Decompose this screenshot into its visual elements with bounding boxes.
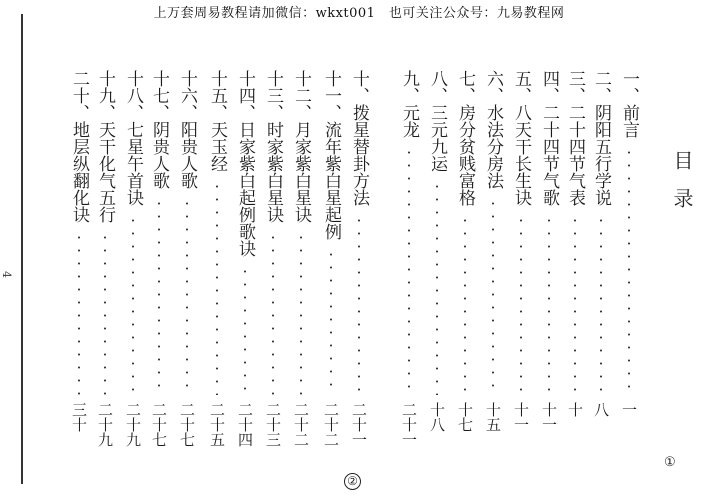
toc-page-number: 八 — [592, 402, 610, 417]
toc-entry-title: 十八、七星午首诀 — [123, 70, 143, 206]
watermark-banner: 上万套周易教程请加微信：wkxt001 也可关注公众号：九易教程网 — [153, 6, 565, 21]
toc-entry-title: 十、拨星替卦方法 — [349, 70, 369, 206]
toc-page-number: 十八 — [428, 402, 446, 432]
corner-page-number: ① — [664, 455, 676, 470]
toc-page-number: 十七 — [456, 402, 474, 432]
toc-page-number: 二十二 — [292, 402, 310, 447]
toc-page-number: 十五 — [484, 402, 502, 432]
page-title: 目录 — [670, 150, 694, 226]
toc-entry-title: 十七、阴贵人歌 — [149, 70, 169, 189]
toc-entry-title: 六、水法分房法 — [483, 70, 503, 189]
toc-page-number: 二十二 — [322, 402, 340, 447]
toc-page-number: 十一 — [512, 402, 530, 432]
toc-leader-dots — [408, 146, 410, 395]
toc-leader-dots — [520, 214, 522, 395]
toc-page-number: 三十 — [70, 402, 88, 432]
toc-page-number: 二十九 — [96, 402, 114, 447]
toc-leader-dots — [358, 214, 360, 395]
toc-leader-dots — [78, 231, 80, 395]
toc-entry-title: 十六、阳贵人歌 — [177, 70, 197, 189]
toc-leader-dots — [436, 180, 438, 395]
toc-entry-title: 三、二十四节气表 — [565, 70, 585, 206]
toc-entry-title: 二十、地层纵翻化诀 — [69, 70, 89, 223]
toc-entry-title: 一、前言 — [619, 70, 639, 138]
toc-leader-dots — [272, 231, 274, 395]
toc-entry-title: 五、八天干长生诀 — [511, 70, 531, 206]
toc-leader-dots — [104, 231, 106, 395]
toc-page-number: 十 — [566, 402, 584, 417]
toc-page-number: 十一 — [540, 402, 558, 432]
toc-page-number: 一 — [620, 402, 638, 417]
binding-margin-line — [21, 14, 23, 484]
toc-page-number: 二十一 — [400, 402, 418, 447]
toc-leader-dots — [132, 214, 134, 395]
toc-entry-title: 十五、天玉经 — [207, 70, 227, 172]
toc-leader-dots — [186, 197, 188, 395]
toc-leader-dots — [600, 214, 602, 395]
toc-leader-dots — [464, 214, 466, 395]
toc-entry-title: 九、元龙 — [399, 70, 419, 138]
toc-entry-title: 十四、日家紫白起例歌诀 — [235, 70, 255, 257]
margin-page-mark: 4 — [0, 271, 13, 278]
toc-leader-dots — [300, 231, 302, 395]
toc-page-number: 二十三 — [264, 402, 282, 447]
toc-leader-dots — [548, 214, 550, 395]
toc-leader-dots — [574, 214, 576, 395]
toc-entry-title: 十九、天干化气五行 — [95, 70, 115, 223]
toc-entry-title: 四、二十四节气歌 — [539, 70, 559, 206]
toc-leader-dots — [158, 197, 160, 395]
toc-leader-dots — [330, 248, 332, 395]
toc-entry-title: 十二、月家紫白星诀 — [291, 70, 311, 223]
toc-page-number: 二十五 — [208, 402, 226, 447]
toc-entry-title: 十三、时家紫白星诀 — [263, 70, 283, 223]
toc-page-number: 二十一 — [350, 402, 368, 447]
toc-leader-dots — [244, 265, 246, 395]
toc-leader-dots — [628, 146, 630, 395]
toc-page-number: 二十九 — [124, 402, 142, 447]
bottom-page-number: ② — [344, 473, 361, 490]
toc-page-number: 二十七 — [150, 402, 168, 447]
toc-entry-title: 十一、流年紫白星起例 — [321, 70, 341, 240]
toc-leader-dots — [492, 197, 494, 395]
toc-entry-title: 二、阴阳五行学说 — [591, 70, 611, 206]
toc-leader-dots — [216, 180, 218, 395]
toc-page-number: 二十七 — [178, 402, 196, 447]
toc-entry-title: 七、房分贫贱富格 — [455, 70, 475, 206]
toc-entry-title: 八、三元九运 — [427, 70, 447, 172]
toc-page-number: 二十四 — [236, 402, 254, 447]
